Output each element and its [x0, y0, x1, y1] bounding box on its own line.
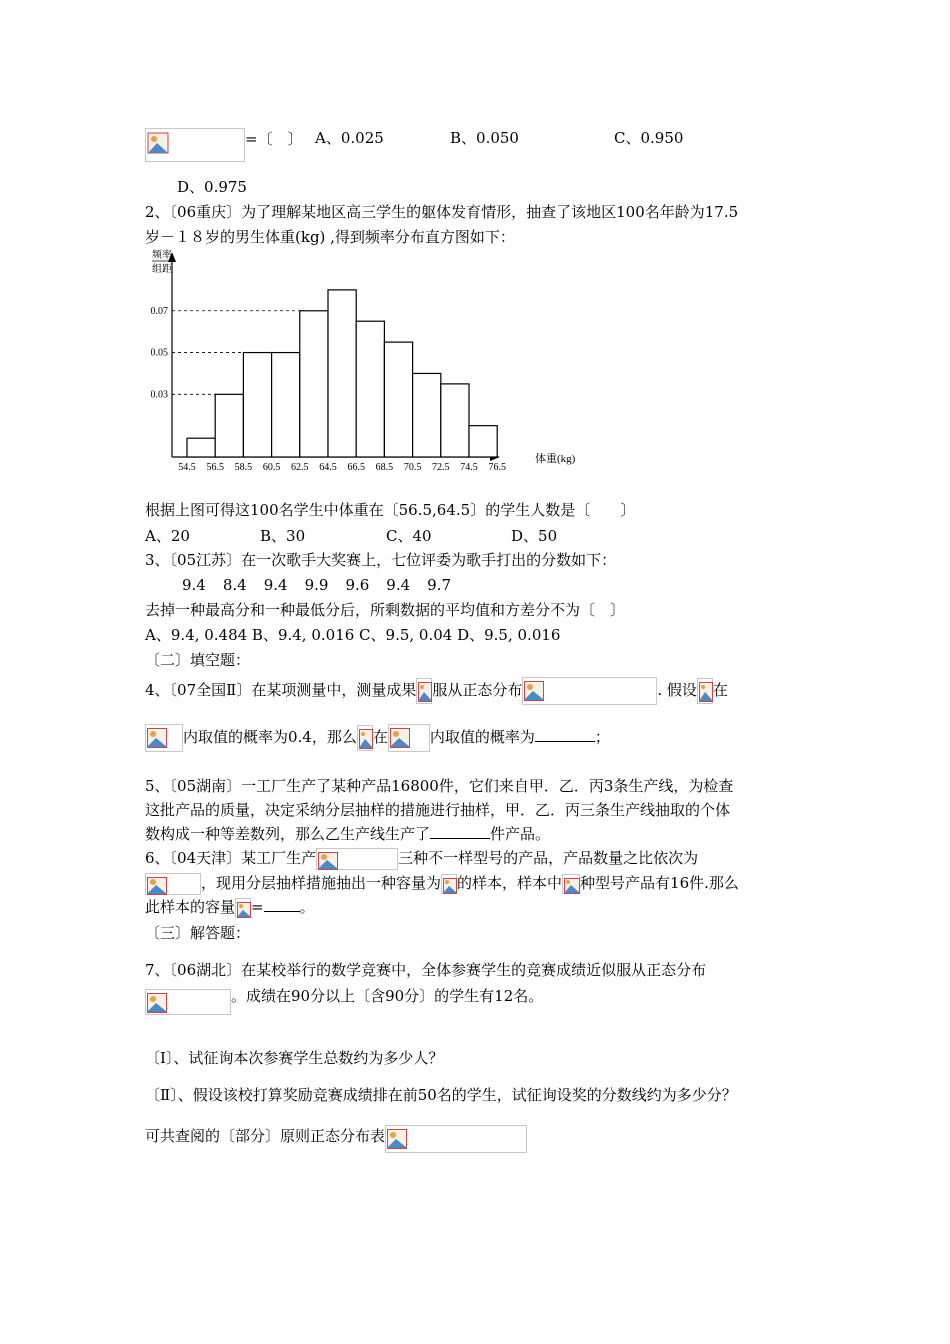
x-tick-label: 58.5	[234, 462, 253, 473]
x-tick-label: 70.5	[403, 462, 422, 473]
formula-image-placeholder	[562, 874, 580, 894]
x-tick-label: 76.5	[488, 462, 506, 473]
q4-text: 内取值的概率为0.4，那么	[183, 728, 357, 746]
formula-image-placeholder	[235, 898, 251, 918]
q4-line1	[145, 677, 728, 705]
q3-options: A、9.4, 0.484 B、9.4, 0.016 C、9.5, 0.04 D、9.5, 0.016	[145, 626, 561, 644]
q7-table-ref	[145, 1125, 527, 1153]
histogram-bar	[300, 311, 328, 457]
q6-text: 三种不一样型号的产品，产品数量之比依次为	[398, 849, 699, 867]
histogram-bar	[384, 342, 412, 457]
x-tick-label: 66.5	[347, 462, 365, 473]
formula-image-placeholder	[416, 678, 432, 704]
q2-question: 根据上图可得这100名学生中体重在〔56.5,64.5〕的学生人数是〔 〕	[145, 501, 636, 519]
q1-option-d: D、0.975	[177, 178, 247, 196]
q1-option-a: A、0.025	[315, 129, 384, 147]
y-tick-label: 0.05	[150, 347, 168, 359]
q3-stem: 3、〔05江苏〕在一次歌手大奖赛上，七位评委为歌手打出的分数如下：	[145, 551, 617, 569]
formula-image-placeholder	[357, 725, 373, 751]
x-axis-label: 体重(kg)	[535, 453, 576, 465]
answer-blank	[535, 727, 595, 742]
y-tick-label: 0.03	[150, 389, 168, 401]
section-fill-in: 〔二〕填空题：	[145, 651, 251, 669]
q3-scores	[182, 575, 451, 595]
q3-score: 9.7	[427, 576, 452, 594]
q6-text: 。	[299, 898, 315, 916]
q6-text: ，现用分层抽样措施抽出一种容量为	[201, 874, 442, 892]
x-tick-label: 64.5	[319, 462, 337, 473]
q7-line2	[145, 986, 543, 1015]
q7-part1: 〔Ⅰ〕、试征询本次参赛学生总数约为多少人？	[145, 1049, 444, 1067]
q4-text: . 假设	[657, 681, 697, 699]
q2-option-d: D、50	[511, 527, 558, 545]
histogram-bar	[272, 353, 300, 457]
q6-text: 种型号产品有16件.那么	[580, 874, 739, 892]
q3-score: 9.9	[304, 576, 329, 594]
y-label-top: 频率	[152, 250, 172, 261]
histogram-bar	[356, 321, 384, 457]
q4-text: 在	[712, 681, 728, 699]
histogram-bar	[187, 438, 215, 457]
x-tick-label: 62.5	[291, 462, 309, 473]
q4-text: 内取值的概率为	[429, 728, 535, 746]
formula-image-placeholder	[441, 874, 457, 894]
x-tick-label: 68.5	[375, 462, 394, 473]
q3-score: 8.4	[222, 576, 247, 594]
formula-image-placeholder	[145, 724, 183, 752]
q7-text: 。成绩在90分以上〔含90分〕的学生有12名。	[231, 987, 544, 1005]
q6-text: =	[251, 898, 264, 916]
section-answer: 〔三〕解答题：	[145, 924, 251, 942]
q3-score: 9.4	[263, 576, 288, 594]
answer-blank	[264, 897, 300, 912]
q1-answer-row	[145, 128, 303, 162]
formula-image-placeholder	[522, 677, 657, 705]
x-tick-label: 72.5	[432, 462, 450, 473]
histogram-bar	[243, 353, 271, 457]
q3-score: 9.6	[345, 576, 370, 594]
q6-text: 此样本的容量	[145, 898, 236, 916]
q4-line2	[145, 724, 610, 752]
q4-text: 服从正态分布	[432, 681, 523, 699]
x-tick-label: 74.5	[460, 462, 478, 473]
q5-text: 件产品。	[490, 825, 551, 843]
formula-image-placeholder	[388, 724, 430, 752]
q4-text: ；	[594, 728, 610, 746]
histogram-bar	[413, 373, 441, 457]
formula-image-placeholder	[697, 678, 713, 704]
q2-stem-line2: 岁－１８岁的男生体重(kg) ,得到频率分布直方图如下：	[145, 228, 515, 246]
q1-option-b: B、0.050	[450, 129, 519, 147]
q3-score: 9.4	[182, 576, 206, 594]
q7-text: 可共查阅的〔部分〕原则正态分布表	[145, 1127, 386, 1145]
q6-line2	[145, 873, 739, 895]
formula-image-placeholder	[145, 989, 231, 1015]
q2-option-a: A、20	[145, 527, 190, 545]
q5-line3	[145, 824, 550, 844]
y-label-bottom: 组距	[152, 264, 172, 275]
q7-line1: 7、〔06湖北〕在某校举行的数学竞赛中，全体参赛学生的竞赛成绩近似服从正态分布	[145, 961, 707, 979]
q4-text: 4、〔07全国Ⅱ〕在某项测量中，测量成果	[145, 681, 417, 699]
formula-image-placeholder	[145, 873, 201, 895]
q3-question: 去掉一种最高分和一种最低分后，所剩数据的平均值和方差分不为〔 〕	[145, 601, 626, 619]
q4-text: 在	[372, 728, 388, 746]
q6-text: 的样本，样本中	[457, 874, 563, 892]
q6-text: 6、〔04天津〕某工厂生产	[145, 849, 317, 867]
formula-image-placeholder	[145, 128, 245, 162]
q1-equals: =〔 〕	[245, 130, 303, 148]
q5-text: 数构成一种等差数列，那么乙生产线生产了	[145, 825, 431, 843]
x-tick-label: 54.5	[178, 462, 196, 473]
histogram-bar	[328, 290, 356, 457]
histogram-bar	[441, 384, 469, 457]
histogram-bar	[215, 394, 243, 457]
x-tick-label: 60.5	[262, 462, 281, 473]
histogram-bar	[469, 426, 497, 457]
q7-part2: 〔Ⅱ〕、假设该校打算奖励竞赛成绩排在前50名的学生，试征询设奖的分数线约为多少分？	[145, 1086, 737, 1104]
x-tick-label: 56.5	[206, 462, 224, 473]
formula-image-placeholder	[316, 848, 398, 870]
y-tick-label: 0.07	[150, 305, 168, 317]
q2-stem-line1: 2、〔06重庆〕为了理解某地区高三学生的躯体发育情形，抽查了该地区100名年龄为17.5	[145, 203, 739, 221]
q3-score: 9.4	[386, 576, 411, 594]
q2-option-c: C、40	[386, 527, 432, 545]
histogram-chart	[140, 246, 600, 476]
q2-option-b: B、30	[260, 527, 306, 545]
formula-image-placeholder	[385, 1125, 527, 1153]
q5-line1: 5、〔05湖南〕一工厂生产了某种产品16800件，它们来自甲．乙．丙3条生产线，为检查	[145, 777, 734, 795]
q6-line1	[145, 848, 698, 870]
q6-line3	[145, 897, 315, 918]
answer-blank	[430, 824, 490, 839]
q5-line2: 这批产品的质量，决定采纳分层抽样的措施进行抽样，甲．乙．丙三条生产线抽取的个体	[145, 801, 731, 819]
q1-option-c: C、0.950	[614, 129, 684, 147]
